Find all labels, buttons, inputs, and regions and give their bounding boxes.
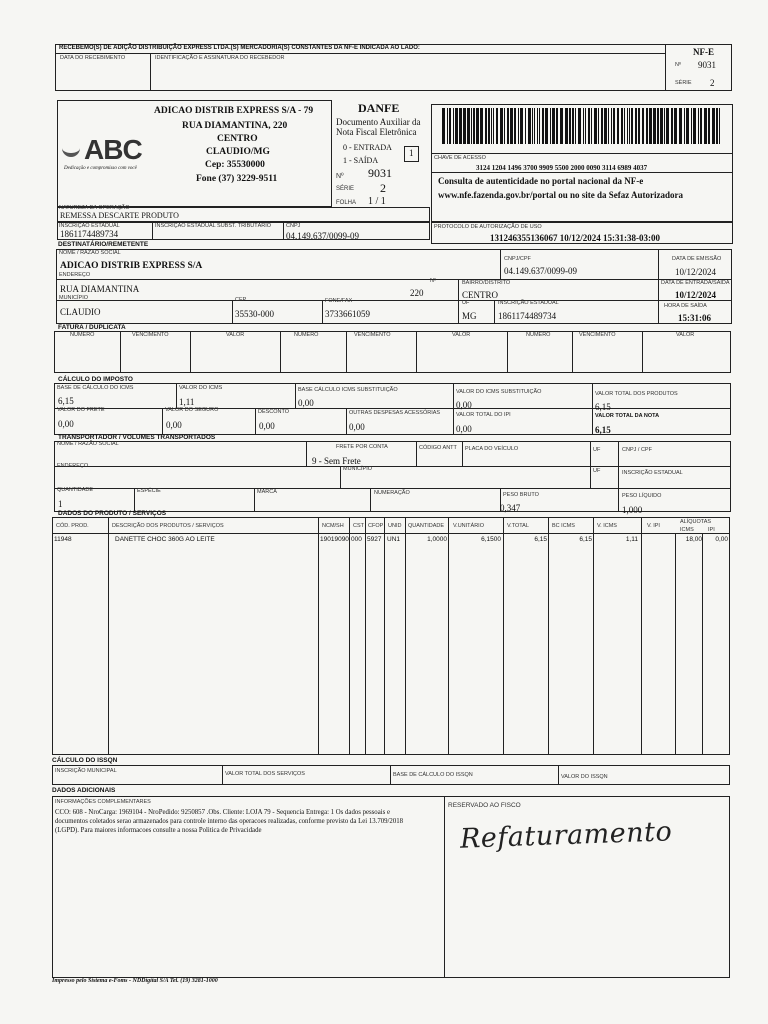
protocol-label: PROTOCOLO DE AUTORIZAÇÃO DE USO [434, 224, 542, 230]
products-column-divider [405, 517, 406, 755]
barcode-bar [539, 108, 540, 144]
icms: 1,11 [179, 397, 195, 407]
issqn-base-label: BASE DE CÁLCULO DO ISSQN [393, 772, 473, 778]
products-column-divider [641, 517, 642, 755]
icms-st: 0,00 [456, 400, 472, 410]
barcode-bar [542, 108, 544, 144]
exit-time-label: HORA DE SAÍDA [664, 303, 707, 309]
invoice-col: NÚMERO [294, 332, 319, 338]
brand-label: MARCA [257, 489, 277, 495]
product-cell: DANETTE CHOC 360G AO LEITE [115, 536, 215, 543]
barcode-bar [453, 108, 454, 144]
barcode-bar [572, 108, 574, 144]
logo-tagline: Dedicação e compromisso com você [64, 166, 137, 171]
base-st: 0,00 [298, 398, 314, 408]
invoice-col: VENCIMENTO [354, 332, 391, 338]
barcode-bar [646, 108, 648, 144]
barcode-bar [588, 108, 590, 144]
emission-label: DATA DE EMISSÃO [672, 256, 722, 262]
qty-label: QUANTIDADE [57, 487, 94, 493]
carrier-uf2-label: UF [593, 468, 601, 474]
danfe-serie-label: SÉRIE [336, 186, 355, 192]
company-logo [62, 134, 142, 166]
barcode-bar [550, 108, 551, 144]
barcode-bar [624, 108, 625, 144]
receipt-nfe-serie: 2 [710, 78, 715, 88]
barcode-bar [716, 108, 718, 144]
barcode-bar [473, 108, 475, 144]
plate-label: PLACA DO VEÍCULO [465, 446, 519, 452]
danfe-entrada: 0 - ENTRADA [343, 143, 392, 152]
products-column-divider [593, 517, 594, 755]
danfe-saida: 1 - SAÍDA [343, 156, 379, 165]
cnpj-value: 04.149.637/0099-09 [286, 231, 359, 241]
barcode-bar [455, 108, 458, 144]
barcode-bar [510, 108, 513, 144]
district-label: BAIRRO/DISTRITO [462, 280, 511, 286]
barcode-bar [575, 108, 576, 144]
city-label: MUNICÍPIO [59, 295, 89, 301]
products-header-cell: CST [353, 523, 364, 529]
danfe-folha-label: FOLHA [336, 200, 357, 206]
barcode-bar [493, 108, 494, 144]
product-cell: 1,0000 [427, 536, 447, 543]
recipient-ie: 1861174489734 [498, 311, 557, 321]
carrier-cnpj-label: CNPJ / CPF [622, 447, 652, 453]
products-column-divider [318, 517, 319, 755]
exit-date: 10/12/2024 [675, 290, 717, 300]
products-header-cell: DESCRIÇÃO DOS PRODUTOS / SERVIÇOS [112, 523, 224, 529]
product-cell: 1,11 [625, 536, 638, 543]
barcode-bar [565, 108, 568, 144]
products-column-divider [503, 517, 504, 755]
products-header-cell: CFOP [368, 523, 384, 529]
barcode-bar [534, 108, 535, 144]
carrier-freight-label: FRETE POR CONTA [336, 444, 388, 450]
barcode-bar [518, 108, 519, 144]
other-label: OUTRAS DESPESAS ACESSÓRIAS [349, 410, 441, 416]
barcode-bar [631, 108, 633, 144]
danfe-subtitle-1: Documento Auxiliar da [336, 117, 421, 127]
barcode-bar [657, 108, 659, 144]
issqn-value-label: VALOR DO ISSQN [561, 774, 608, 780]
receipt-header: RECEBEMO(S) DE ADIÇÃO DISTRIBUIÇÃO EXPRESS LTDA.(S) MERCADORIA(S) CONSTANTES DA NF-E INDICADA AO LADO: [59, 45, 420, 51]
barcode-bar [684, 108, 685, 144]
products-header-cell: CÓD. PROD. [56, 523, 89, 529]
info-line-2: documentos coletados serao armazenados para controle interno das operacoes realizadas, conforme previsto da Lei 13.709/2018 [55, 818, 404, 825]
net-weight: 1,000 [622, 505, 643, 515]
products-header-cell: V. ICMS [597, 523, 617, 529]
cep-value: 35530-000 [235, 309, 274, 319]
base-icms: 6,15 [58, 396, 74, 406]
barcode-bar [649, 108, 652, 144]
invoice-col: VALOR [226, 332, 245, 338]
address-number: 220 [410, 288, 424, 298]
carrier-city-label: MUNICÍPIO [343, 466, 373, 472]
address-number-label: Nº [430, 278, 436, 284]
address-label: ENDEREÇO [59, 272, 91, 278]
other: 0,00 [349, 422, 365, 432]
barcode-bar [532, 108, 533, 144]
barcode-bar [556, 108, 558, 144]
products-column-divider [702, 533, 703, 755]
recipient-section: DESTINATÁRIO/REMETENTE [58, 241, 149, 248]
danfe-number: 9031 [368, 166, 392, 180]
antt-label: CÓDIGO ANTT [419, 445, 457, 451]
products-column-divider [675, 533, 676, 755]
barcode-bar [594, 108, 597, 144]
carrier-name-label: NOME / RAZÃO SOCIAL [57, 441, 119, 447]
danfe-number-label: Nº [336, 173, 344, 180]
species-label: ESPÉCIE [137, 488, 161, 494]
barcode-bar [598, 108, 599, 144]
icms-st-label: VALOR DO ICMS SUBSTITUIÇÃO [456, 389, 542, 395]
total-note-label: VALOR TOTAL DA NOTA [595, 413, 660, 419]
barcode-bar [611, 108, 612, 144]
products-column-divider [548, 517, 549, 755]
total-products-label: VALOR TOTAL DOS PRODUTOS [595, 391, 678, 397]
invoice-col: VENCIMENTO [132, 332, 169, 338]
products-section: DADOS DO PRODUTO / SERVIÇOS [58, 510, 167, 517]
invoice-section: FATURA / DUPLICATA [58, 324, 126, 331]
additional-section: DADOS ADICIONAIS [52, 787, 116, 794]
barcode-bar [525, 108, 526, 144]
product-cell: 000 [351, 536, 362, 543]
barcode-bar [679, 108, 682, 144]
barcode-bar [617, 108, 619, 144]
barcode-bar [467, 108, 470, 144]
consult-line-1: Consulta de autenticidade no portal nacional da NF-e [438, 176, 644, 186]
issqn-section: CÁLCULO DO ISSQN [52, 757, 118, 764]
barcode-bar [463, 108, 466, 144]
barcode-bar [719, 108, 720, 144]
invoice-col: NÚMERO [70, 332, 95, 338]
barcode-bar [476, 108, 479, 144]
emitter-phone: Fone (37) 3229-9511 [196, 174, 278, 184]
barcode-bar [708, 108, 710, 144]
barcode-bar [552, 108, 555, 144]
products-column-divider [384, 517, 385, 755]
gross-weight: 0,347 [500, 503, 521, 513]
barcode-bar [693, 108, 696, 144]
base-icms-label: BASE DE CÁLCULO DO ICMS [57, 385, 134, 391]
products-table [52, 517, 730, 755]
barcode-bar [608, 108, 609, 144]
issqn-box [52, 765, 730, 785]
barcode-bar [471, 108, 472, 144]
barcode-bar [569, 108, 571, 144]
insurance: 0,00 [166, 420, 182, 430]
barcode-bar [691, 108, 692, 144]
barcode-bar [698, 108, 699, 144]
cep-label: CEP [235, 297, 247, 303]
numbering-label: NUMERAÇÃO [374, 490, 410, 496]
products-header-cell: V.TOTAL [507, 523, 529, 529]
danfe-serie: 2 [380, 181, 386, 195]
cnpj-label: CNPJ [286, 223, 301, 229]
barcode-bar [500, 108, 503, 144]
barcode-bar [674, 108, 677, 144]
products-column-divider [108, 517, 109, 755]
access-key: 3124 1204 1496 3700 9909 5500 2000 0090 3114 6989 4037 [476, 164, 648, 172]
barcode-bar [660, 108, 663, 144]
receipt-nfe-number: 9031 [698, 60, 716, 70]
product-cell: UN1 [387, 536, 401, 543]
recipient-ie-label: INSCRIÇÃO ESTADUAL [498, 300, 559, 306]
net-label: PESO LÍQUIDO [622, 493, 662, 499]
barcode-bar [585, 108, 586, 144]
recipient-cnpj: 04.149.637/0099-09 [504, 266, 577, 276]
products-header-cell: QUANTIDADE [408, 523, 445, 529]
fisco-label: RESERVADO AO FISCO [448, 802, 521, 809]
aliquota-sub-header: ICMS [680, 527, 694, 533]
products-header-cell: UNID [388, 523, 402, 529]
receipt-nfe-title: NF-E [693, 47, 714, 57]
discount-label: DESCONTO [258, 409, 290, 415]
emitter-name: ADICAO DISTRIB EXPRESS S/A - 79 [154, 106, 314, 116]
receipt-nfe-serie-label: SÉRIE [675, 80, 692, 86]
products-column-divider [365, 517, 366, 755]
barcode-bar [627, 108, 628, 144]
ipi-label: VALOR TOTAL DO IPI [456, 412, 511, 418]
consult-line-2: www.nfe.fazenda.gov.br/portal ou no site da Sefaz Autorizadora [438, 190, 683, 200]
emitter-city: CLAUDIO/MG [206, 147, 270, 157]
barcode-bar [496, 108, 498, 144]
barcode-bar [601, 108, 603, 144]
barcode-bar [642, 108, 644, 144]
barcode-bar [591, 108, 592, 144]
invoice-col: VALOR [676, 332, 695, 338]
emission-date: 10/12/2024 [675, 267, 717, 277]
carrier-freight: 9 - Sem Frete [312, 456, 361, 466]
products-header-cell: V. IPI [647, 523, 660, 529]
issqn-services-label: VALOR TOTAL DOS SERVIÇOS [225, 771, 305, 777]
barcode [442, 108, 724, 146]
product-cell: 6,1500 [481, 536, 501, 543]
product-cell: 11948 [54, 536, 72, 543]
barcode-bar [621, 108, 623, 144]
barcode-bar [583, 108, 584, 144]
barcode-bar [638, 108, 640, 144]
exit-date-label: DATA DE ENTRADA/SAÍDA [661, 280, 730, 286]
barcode-bar [485, 108, 487, 144]
ipi: 0,00 [456, 424, 472, 434]
barcode-bar [664, 108, 665, 144]
barcode-bar [635, 108, 637, 144]
discount: 0,00 [259, 421, 275, 431]
barcode-bar [578, 108, 581, 144]
ie-st-label: INSCRIÇÃO ESTADUAL SUBST. TRIBUTÁRIO [155, 223, 272, 229]
barcode-bar [514, 108, 516, 144]
danfe-title: DANFE [358, 101, 400, 115]
emitter-street: RUA DIAMANTINA, 220 [182, 121, 288, 131]
product-cell: 0,00 [715, 536, 728, 543]
recipient-cnpj-label: CNPJ/CPF [504, 256, 531, 262]
barcode-bar [704, 108, 707, 144]
barcode-bar [653, 108, 656, 144]
issqn-im-label: INSCRIÇÃO MUNICIPAL [55, 768, 117, 774]
freight: 0,00 [58, 419, 74, 429]
footer-text: Impresso pelo Sistema e-Foms - NDDigital S/A Tel. (19) 3281-1000 [52, 978, 218, 984]
transport-section: TRANSPORTADOR / VOLUMES TRANSPORTADOS [58, 434, 216, 441]
barcode-bar [442, 108, 445, 144]
products-column-divider [448, 517, 449, 755]
aliquota-sub-header: IPI [708, 527, 715, 533]
exit-time: 15:31:06 [678, 313, 711, 323]
product-cell: 6,15 [579, 536, 592, 543]
barcode-bar [449, 108, 451, 144]
products-header-cell: V.UNITÁRIO [453, 523, 484, 529]
invoice-header [54, 332, 731, 340]
products-header-cell: NCM/SH [322, 523, 344, 529]
product-cell: 18,00 [685, 536, 702, 543]
tax-section: CÁLCULO DO IMPOSTO [58, 376, 133, 383]
nature-value: REMESSA DESCARTE PRODUTO [60, 211, 179, 220]
emitter-cep: Cep: 35530000 [205, 160, 265, 170]
uf-value: MG [462, 311, 477, 321]
total-note: 6,15 [595, 425, 611, 435]
product-cell: 6,15 [534, 536, 547, 543]
address-value: RUA DIAMANTINA [60, 284, 140, 294]
invoice-col: VALOR [452, 332, 471, 338]
barcode-bar [560, 108, 563, 144]
district-value: CENTRO [462, 290, 498, 300]
barcode-bar [488, 108, 490, 144]
product-cell: 5927 [367, 536, 382, 543]
barcode-bar [545, 108, 548, 144]
phone-label: FONE/FAX [325, 298, 353, 304]
ie-value: 1861174489734 [60, 229, 119, 239]
carrier-address-label: ENDEREÇO [57, 463, 89, 469]
access-key-label: CHAVE DE ACESSO [434, 155, 486, 161]
products-column-divider [349, 517, 350, 755]
barcode-bar [613, 108, 615, 144]
gross-label: PESO BRUTO [503, 492, 539, 498]
danfe-subtitle-2: Nota Fiscal Eletrônica [336, 127, 417, 137]
emitter-district: CENTRO [217, 134, 258, 144]
barcode-bar [528, 108, 531, 144]
qty: 1 [58, 499, 63, 509]
barcode-bar [520, 108, 523, 144]
handwritten-note: Refaturamento [459, 816, 673, 855]
product-cell: 19019090 [320, 536, 349, 543]
logo-text: ABC [84, 134, 142, 165]
barcode-bar [507, 108, 509, 144]
barcode-bar [712, 108, 715, 144]
barcode-bar [480, 108, 483, 144]
barcode-bar [629, 108, 630, 144]
info-line-3: (LGPD). Para maiores informacoes consulte a nossa Politica de Privacidade [55, 827, 262, 834]
recipient-name-label: NOME / RAZÃO SOCIAL [59, 250, 121, 256]
invoice-col: NÚMERO [526, 332, 551, 338]
barcode-bar [447, 108, 448, 144]
info-line-1: CCO: 608 - NroCarga: 1969104 - NroPedido: 9250857 .Obs. Cliente: LOJA 79 - Sequencia Entrega: 1 Os dados pessoais e [55, 809, 390, 816]
icms-label: VALOR DO ICMS [179, 385, 223, 391]
info-label: INFORMAÇÕES COMPLEMENTARES [55, 799, 151, 805]
products-header-cell: BC ICMS [552, 523, 575, 529]
freight-label: VALOR DO FRETE [57, 407, 105, 413]
nature-label: NATUREZA DA OPERAÇÃO [59, 205, 130, 211]
barcode-bar [700, 108, 702, 144]
danfe-folha: 1 / 1 [368, 196, 386, 207]
base-st-label: BASE CÁLCULO ICMS SUBSTITUIÇÃO [298, 387, 398, 393]
receipt-stub [55, 44, 732, 91]
barcode-bar [671, 108, 673, 144]
protocol-value: 131246355136067 10/12/2024 15:31:38-03:00 [490, 233, 660, 243]
barcode-bar [491, 108, 492, 144]
danfe-type-value: 1 [409, 148, 414, 158]
barcode-bar [604, 108, 607, 144]
phone-value: 3733661059 [325, 309, 370, 319]
carrier-ie-label: INSCRIÇÃO ESTADUAL [622, 470, 683, 476]
city-value: CLAUDIO [60, 307, 101, 317]
carrier-uf-label: UF [593, 447, 601, 453]
logo-swoosh-icon [62, 143, 80, 157]
barcode-bar [459, 108, 462, 144]
total-products: 6,15 [595, 402, 611, 412]
receipt-sign-label: IDENTIFICAÇÃO E ASSINATURA DO RECEBEDOR [155, 55, 285, 61]
uf-label: UF [462, 300, 470, 306]
receipt-nfe-number-label: Nº [675, 62, 681, 68]
receipt-date-label: DATA DO RECEBIMENTO [60, 55, 126, 61]
recipient-name: ADICAO DISTRIB EXPRESS S/A [60, 261, 203, 271]
ie-label: INSCRIÇÃO ESTADUAL [59, 223, 120, 229]
barcode-bar [504, 108, 505, 144]
barcode-bar [666, 108, 669, 144]
products-header-cell: ALÍQUOTAS [680, 519, 712, 525]
invoice-col: VENCIMENTO [579, 332, 616, 338]
barcode-bar [686, 108, 689, 144]
barcode-bar [537, 108, 538, 144]
insurance-label: VALOR DO SEGURO [165, 407, 219, 413]
